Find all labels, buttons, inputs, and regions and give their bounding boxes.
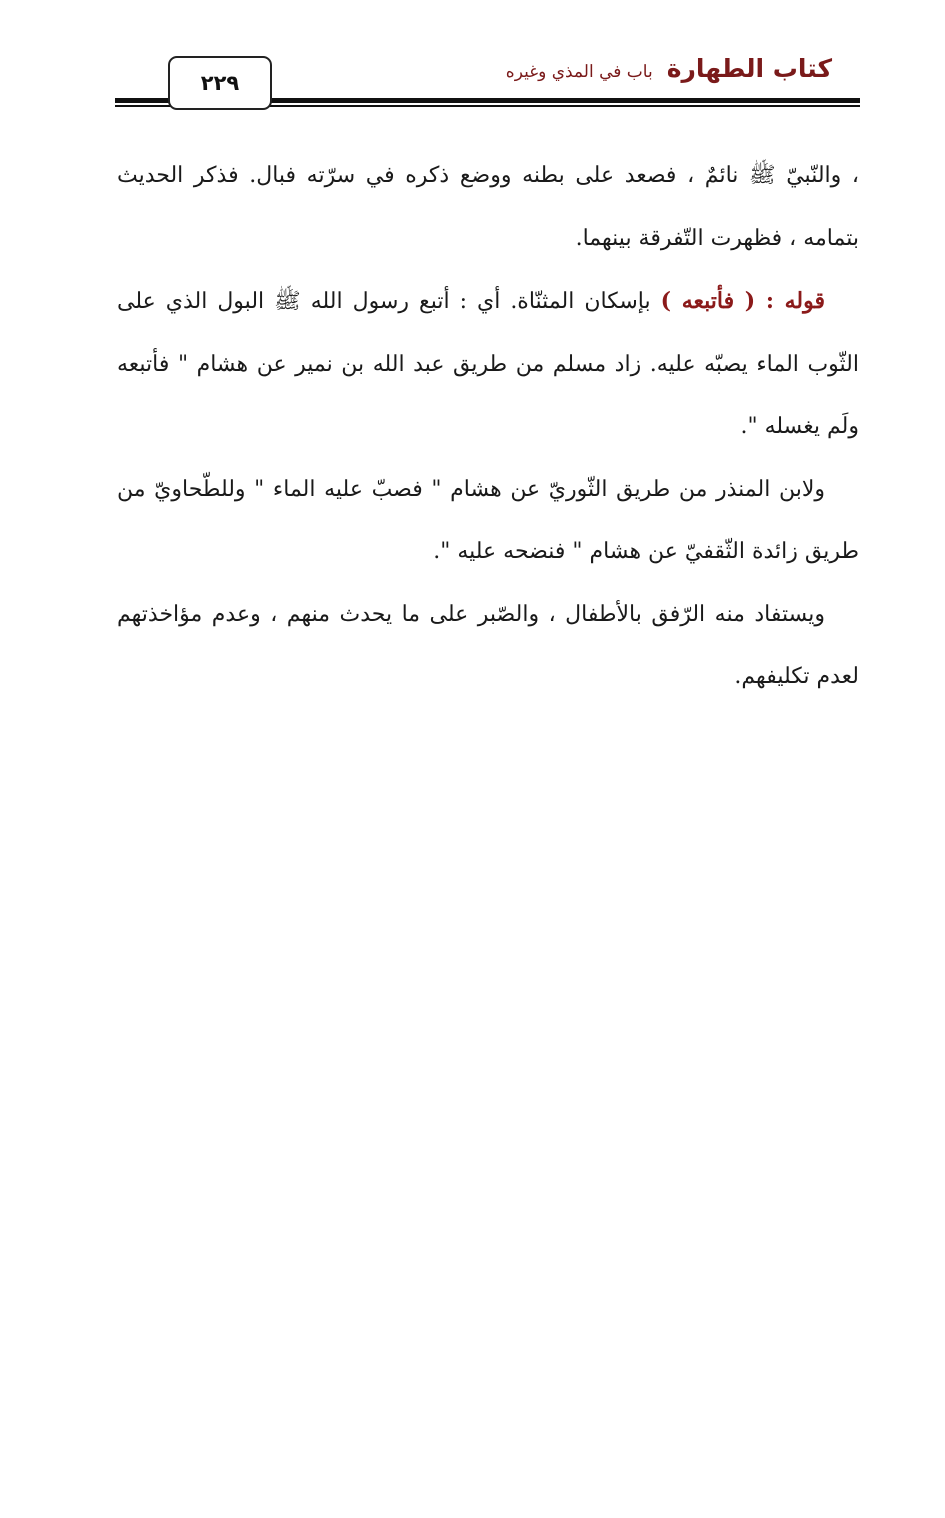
paragraph-2	[117, 270, 859, 459]
page-body	[117, 145, 859, 709]
paragraph-1-text: ، والنّبيّ ﷺ نائمٌ ، فصعد على بطنه ووضع ذكره في سرّته فبال. فذكر الحديث بتمامه ، فظهرت التّفرقة بينهما.	[117, 163, 859, 251]
paragraph-3-text: ولابن المنذر من طريق الثّوريّ عن هشام " فصبّ عليه الماء " وللطّحاويّ من طريق زائدة الثّقفيّ عن هشام " فنضحه عليه ".	[117, 476, 859, 564]
page-number: ٢٢٩	[168, 56, 272, 110]
running-head	[506, 54, 832, 83]
paragraph-4	[117, 584, 859, 709]
paragraph-4-text: ويستفاد منه الرّفق بالأطفال ، والصّبر على ما يحدث منهم ، وعدم مؤاخذتهم لعدم تكليفهم.	[117, 601, 859, 689]
paragraph-3	[117, 459, 859, 584]
paragraph-2-label: قوله : ( فأتبعه )	[660, 288, 825, 314]
paragraph-2-text: بإسكان المثنّاة. أي : أتبع رسول الله ﷺ البول الذي على الثّوب الماء يصبّه عليه. زاد مسلم من طريق عبد الله بن نمير عن هشام " فأتبعه ولَم يغسله ".	[117, 289, 859, 439]
page-header	[115, 50, 860, 106]
chapter-title: باب في المذي وغيره	[505, 62, 653, 82]
book-title: كتاب الطهارة	[666, 54, 832, 83]
paragraph-1	[117, 145, 859, 270]
